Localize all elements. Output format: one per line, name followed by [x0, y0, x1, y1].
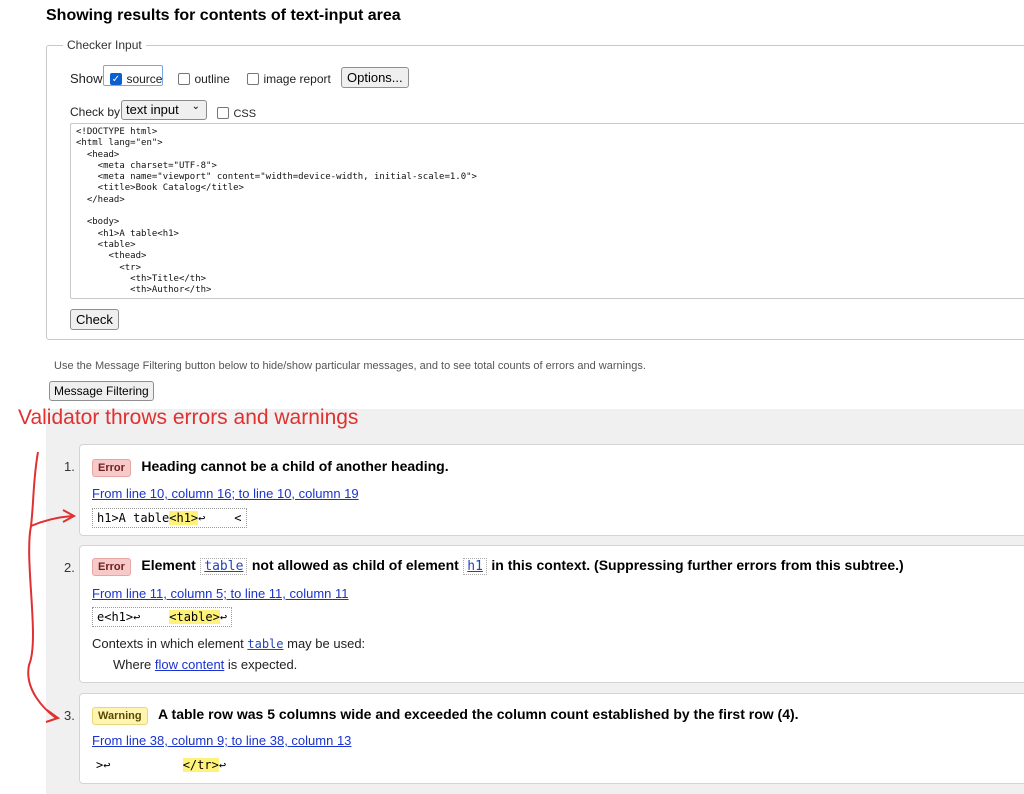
extract-highlight: <h1>: [169, 511, 199, 525]
message-where: [113, 657, 297, 672]
annotation-arrows: [0, 440, 90, 740]
warning-badge: Warning: [92, 707, 148, 725]
extract-post: ↩: [218, 758, 227, 772]
message-header: [92, 706, 799, 725]
message-location-link[interactable]: From line 10, column 16; to line 10, column 19: [92, 486, 359, 501]
message-title-part: not allowed as child of element: [251, 557, 459, 573]
source-line: <meta name="viewport" content="width=device-width, initial-scale=1.0">: [76, 172, 477, 183]
source-line: <meta charset="UTF-8">: [76, 160, 217, 171]
options-button[interactable]: Options...: [341, 67, 409, 88]
where-text: is expected.: [227, 657, 298, 672]
extract-pre: h1>A table: [97, 511, 170, 525]
message-extract: [92, 607, 232, 627]
message-extract: [92, 508, 247, 528]
source-line: [76, 206, 1024, 217]
extract-highlight: </tr>: [182, 758, 219, 772]
annotation-text: Validator throws errors and warnings: [18, 406, 359, 429]
element-h1-link[interactable]: h1: [463, 558, 487, 575]
extract-highlight: <table>: [169, 610, 220, 624]
message-error-1: [79, 444, 1024, 536]
message-title-part: in this context. (Suppressing further errors from this subtree.): [491, 557, 904, 573]
message-number: 3.: [64, 708, 75, 723]
source-label: source: [126, 72, 163, 86]
message-error-2: [79, 545, 1024, 683]
message-context: [92, 636, 365, 651]
context-text: may be used:: [287, 636, 366, 651]
source-line: <table>: [76, 239, 136, 250]
css-option[interactable]: [217, 104, 256, 122]
outline-checkbox[interactable]: [178, 73, 190, 85]
filter-note: Use the Message Filtering button below to hide/show particular messages, and to see total counts of errors and warnings.: [54, 360, 646, 372]
message-location-link[interactable]: From line 11, column 5; to line 11, column 11: [92, 586, 349, 601]
extract-pre: >↩: [96, 758, 183, 772]
element-table-link[interactable]: table: [200, 558, 247, 575]
source-line: <h1>A table<h1>: [76, 228, 179, 239]
source-line: <thead>: [76, 251, 147, 262]
source-option[interactable]: [110, 70, 162, 88]
message-location-link[interactable]: From line 38, column 9; to line 38, column 13: [92, 733, 352, 748]
image-report-checkbox[interactable]: [247, 73, 259, 85]
check-by-label: Check by: [70, 105, 121, 119]
css-checkbox[interactable]: [217, 107, 229, 119]
source-line: <th>Title</th>: [76, 273, 207, 284]
checker-input-legend: Checker Input: [67, 38, 142, 52]
source-line: <body>: [76, 217, 120, 228]
source-line: <head>: [76, 149, 120, 160]
source-textarea[interactable]: [70, 123, 1024, 299]
flow-content-link[interactable]: flow content: [154, 657, 225, 672]
message-number: 1.: [64, 459, 75, 474]
source-line: <th>Author</th>: [76, 285, 212, 296]
context-text: Contexts in which element: [92, 636, 244, 651]
message-filtering-button[interactable]: Message Filtering: [49, 381, 154, 401]
source-checkbox[interactable]: ✓: [111, 73, 121, 85]
error-badge: Error: [92, 459, 131, 477]
error-badge: Error: [92, 558, 131, 576]
check-button[interactable]: Check: [70, 309, 119, 330]
check-by-select[interactable]: [121, 100, 207, 120]
source-line: </head>: [76, 194, 125, 205]
context-element-link[interactable]: table: [247, 637, 284, 651]
image-report-option[interactable]: [247, 70, 331, 88]
outline-option[interactable]: [178, 70, 230, 88]
source-line: <title>Book Catalog</title>: [76, 183, 244, 194]
message-title-part: Element: [141, 557, 196, 573]
show-label: Show: [70, 71, 103, 86]
extract-post: ↩: [219, 610, 228, 624]
message-title: A table row was 5 columns wide and exceeded the column count established by the first row (4).: [158, 706, 799, 722]
image-report-label: image report: [263, 72, 331, 86]
source-line: <!DOCTYPE html>: [76, 127, 158, 137]
message-title: Heading cannot be a child of another heading.: [141, 458, 449, 474]
extract-pre: e<h1>↩: [97, 610, 170, 624]
source-line: <html lang="en">: [76, 138, 163, 149]
message-number: 2.: [64, 560, 75, 575]
extract-post: ↩ <: [198, 511, 242, 525]
message-header: [92, 557, 904, 576]
where-text: Where: [113, 657, 152, 672]
message-extract: [92, 756, 230, 774]
css-label: CSS: [233, 108, 257, 120]
source-line: <tr>: [76, 262, 142, 273]
check-by-value: text input: [126, 102, 179, 117]
page-title: Showing results for contents of text-input area: [46, 7, 401, 24]
message-header: [92, 458, 449, 477]
outline-label: outline: [194, 72, 230, 86]
chevron-down-icon: ⌄: [191, 101, 200, 112]
message-warning-3: [79, 693, 1024, 784]
